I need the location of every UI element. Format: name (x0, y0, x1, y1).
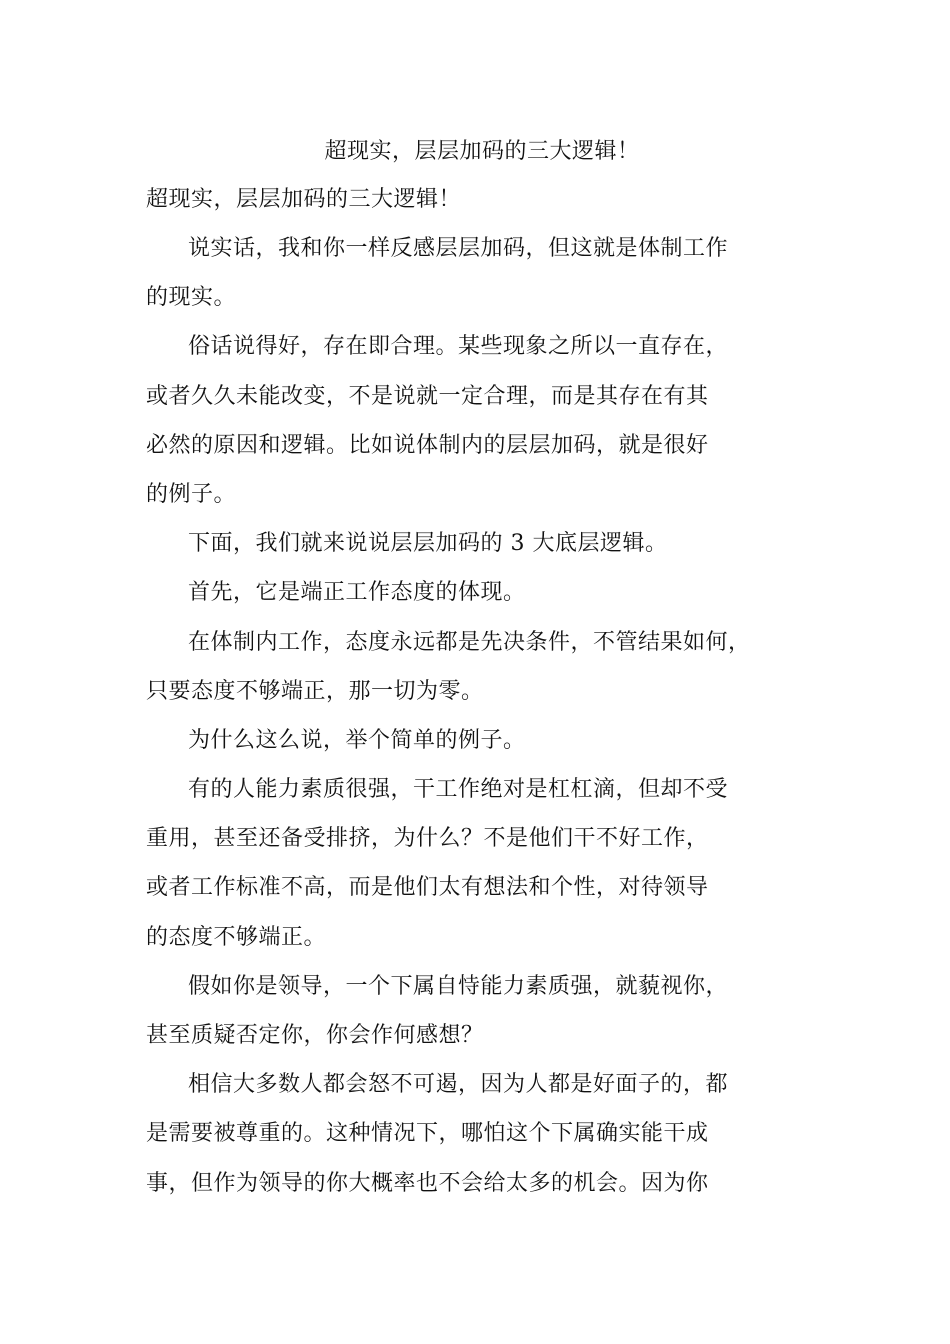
paragraph (146, 765, 818, 962)
text-line: 或者工作标准不高，而是他们太有想法和个性，对待领导 (146, 875, 709, 901)
paragraph (146, 322, 818, 519)
article-heading: 超现实，层层加码的三大逻辑！ (146, 187, 462, 212)
text-line: 必然的原因和逻辑。比如说体制内的层层加码，就是很好 (146, 432, 709, 458)
text-line: 的态度不够端正。 (146, 924, 327, 950)
text-line: 的现实。 (146, 285, 237, 311)
paragraph (146, 568, 818, 617)
text-line: 有的人能力素质很强，干工作绝对是杠杠滴，但却不受 (188, 777, 729, 803)
text-line: 重用，甚至还备受排挤，为什么？不是他们干不好工作， (146, 826, 709, 852)
document-title: 超现实，层层加码的三大逻辑！ (324, 139, 640, 164)
text-line: 甚至质疑否定你，你会作何感想？ (146, 1023, 484, 1048)
paragraph (146, 716, 818, 765)
text-line: 在体制内工作，态度永远都是先决条件，不管结果如何， (188, 629, 751, 655)
text-line: 下面，我们就来说说层层加码的 3 大底层逻辑。 (188, 531, 668, 557)
paragraph (146, 618, 818, 716)
paragraph (146, 519, 818, 568)
text-line: 只要态度不够端正，那一切为零。 (146, 678, 484, 704)
text-line: 相信大多数人都会怒不可遏，因为人都是好面子的，都 (188, 1072, 729, 1098)
document-body (146, 128, 818, 1208)
paragraph (146, 224, 818, 322)
paragraph (146, 1060, 818, 1208)
text-line: 假如你是领导，一个下属自恃能力素质强，就藐视你， (188, 973, 729, 999)
text-line: 俗话说得好，存在即合理。某些现象之所以一直存在， (188, 334, 729, 360)
text-line: 是需要被尊重的。这种情况下，哪怕这个下属确实能干成 (146, 1121, 709, 1147)
text-line: 事，但作为领导的你大概率也不会给太多的机会。因为你 (146, 1170, 709, 1196)
text-line: 或者久久未能改变，不是说就一定合理，而是其存在有其 (146, 383, 709, 409)
text-line: 首先，它是端正工作态度的体现。 (188, 580, 526, 606)
text-line: 说实话，我和你一样反感层层加码，但这就是体制工作 (188, 236, 729, 261)
paragraph (146, 962, 818, 1060)
text-line: 为什么这么说，举个简单的例子。 (188, 727, 526, 753)
text-line: 的例子。 (146, 481, 237, 507)
